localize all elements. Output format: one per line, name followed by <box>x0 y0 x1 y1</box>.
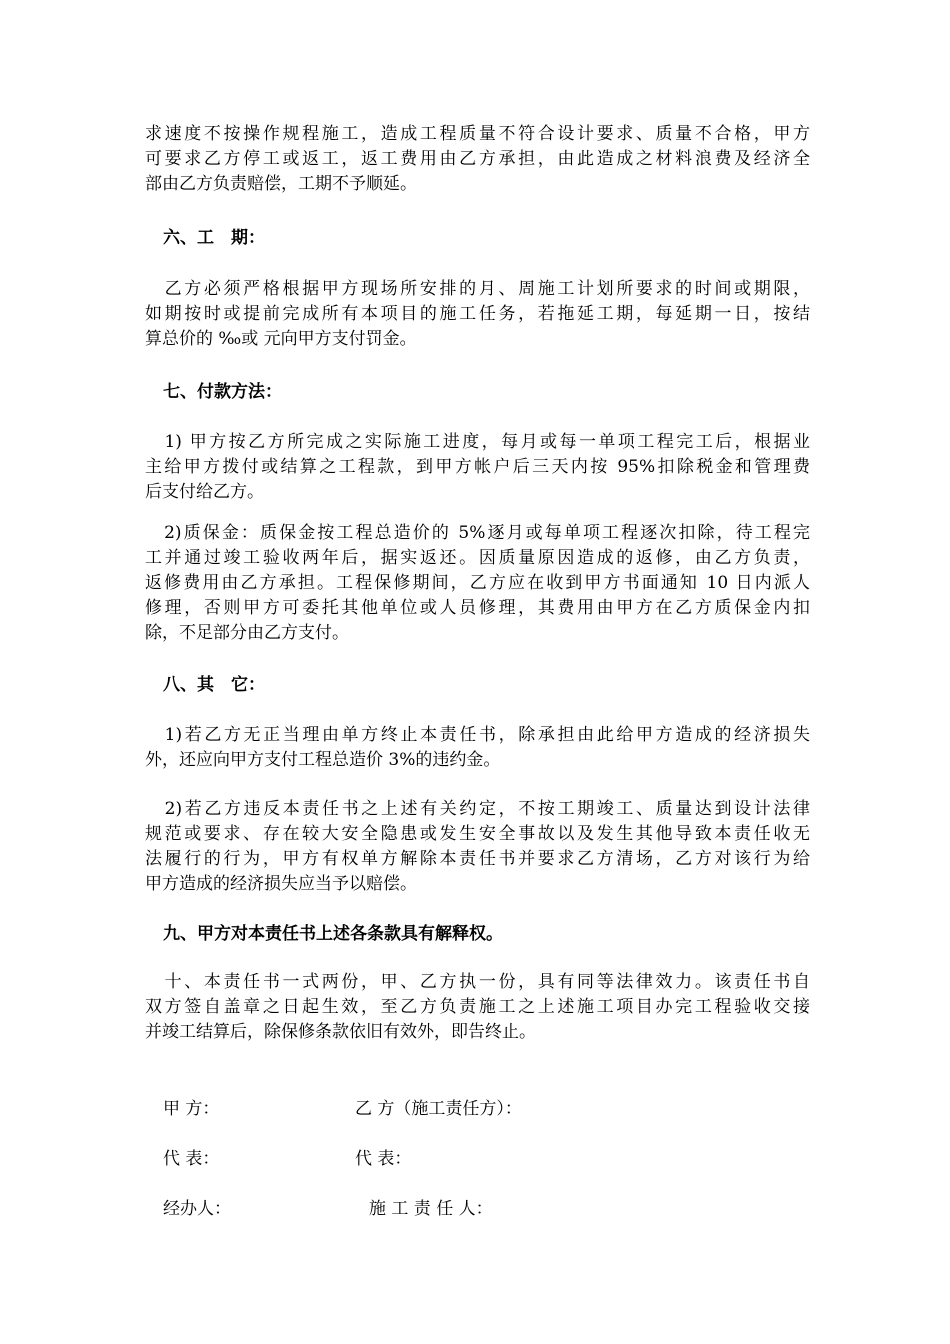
paragraph-other-2 <box>145 797 810 897</box>
paragraph-other-1 <box>145 723 810 773</box>
section-heading-duration: 六、工 期： <box>163 228 265 248</box>
text-line: 外，还应向甲方支付工程总造价 3%的违约金。 <box>145 750 501 770</box>
paragraph-payment-1 <box>145 430 810 505</box>
text-line: 双方签自盖章之日起生效，至乙方负责施工之上述施工项目办完工程验收交接 <box>145 997 810 1017</box>
signature-handler-label: 经办人： <box>163 1199 231 1219</box>
text-line: 规范或要求、存在较大安全隐患或发生安全事故以及发生其他导致本责任收无 <box>145 824 810 844</box>
paragraph-quality-clause <box>145 122 810 197</box>
paragraph-copies <box>145 970 810 1045</box>
text-line: 工并通过竣工验收两年后，据实返还。因质量原因造成的返修，由乙方负责， <box>145 548 810 568</box>
paragraph-duration <box>145 277 810 352</box>
text-line: 法履行的行为，甲方有权单方解除本责任书并要求乙方清场，乙方对该行为给 <box>145 849 810 869</box>
text-line: 算总价的 ‰或 元向甲方支付罚金。 <box>145 329 417 349</box>
text-line: 后支付给乙方。 <box>145 482 264 502</box>
signature-responsible-label: 施 工 责 任 人： <box>369 1199 493 1219</box>
text-line: 2)质保金：质保金按工程总造价的 5%逐月或每单项工程逐次扣除，待工程完 <box>145 523 810 543</box>
text-line: 除，不足部分由乙方支付。 <box>145 623 349 643</box>
text-line: 求速度不按操作规程施工，造成工程质量不符合设计要求、质量不合格，甲方 <box>145 124 810 144</box>
text-line: 主给甲方拨付或结算之工程款，到甲方帐户后三天内按 95%扣除税金和管理费 <box>145 457 810 477</box>
text-line: 修理，否则甲方可委托其他单位或人员修理，其费用由甲方在乙方质保金内扣 <box>145 598 810 618</box>
signature-party-a-label: 甲 方： <box>163 1099 220 1119</box>
text-line: 并竣工结算后，除保修条款依旧有效外，即告终止。 <box>145 1022 536 1042</box>
section-heading-interpretation: 九、甲方对本责任书上述各条款具有解释权。 <box>163 924 503 944</box>
signature-rep-a-label: 代 表： <box>163 1149 220 1169</box>
text-line: 1)若乙方无正当理由单方终止本责任书，除承担由此给甲方造成的经济损失 <box>145 725 810 745</box>
text-line: 十、本责任书一式两份，甲、乙方执一份，具有同等法律效力。该责任书自 <box>145 972 810 992</box>
text-line: 甲方造成的经济损失应当予以赔偿。 <box>145 874 417 894</box>
signature-party-b-label: 乙 方（施工责任方）： <box>355 1099 522 1119</box>
signature-rep-b-label: 代 表： <box>355 1149 412 1169</box>
text-line: 部由乙方负责赔偿，工期不予顺延。 <box>145 174 417 194</box>
text-line: 2)若乙方违反本责任书之上述有关约定，不按工期竣工、质量达到设计法律 <box>145 799 810 819</box>
section-heading-other: 八、其 它： <box>163 675 265 695</box>
text-line: 如期按时或提前完成所有本项目的施工任务，若拖延工期，每延期一日，按结 <box>145 304 810 324</box>
section-heading-payment: 七、付款方法： <box>163 382 282 402</box>
paragraph-payment-2 <box>145 521 810 646</box>
text-line: 可要求乙方停工或返工，返工费用由乙方承担，由此造成之材料浪费及经济全 <box>145 149 810 169</box>
text-line: 返修费用由乙方承担。工程保修期间，乙方应在收到甲方书面通知 10 日内派人 <box>145 573 810 593</box>
text-line: 1) 甲方按乙方所完成之实际施工进度，每月或每一单项工程完工后，根据业 <box>145 432 810 452</box>
text-line: 乙方必须严格根据甲方现场所安排的月、周施工计划所要求的时间或期限， <box>145 279 810 299</box>
